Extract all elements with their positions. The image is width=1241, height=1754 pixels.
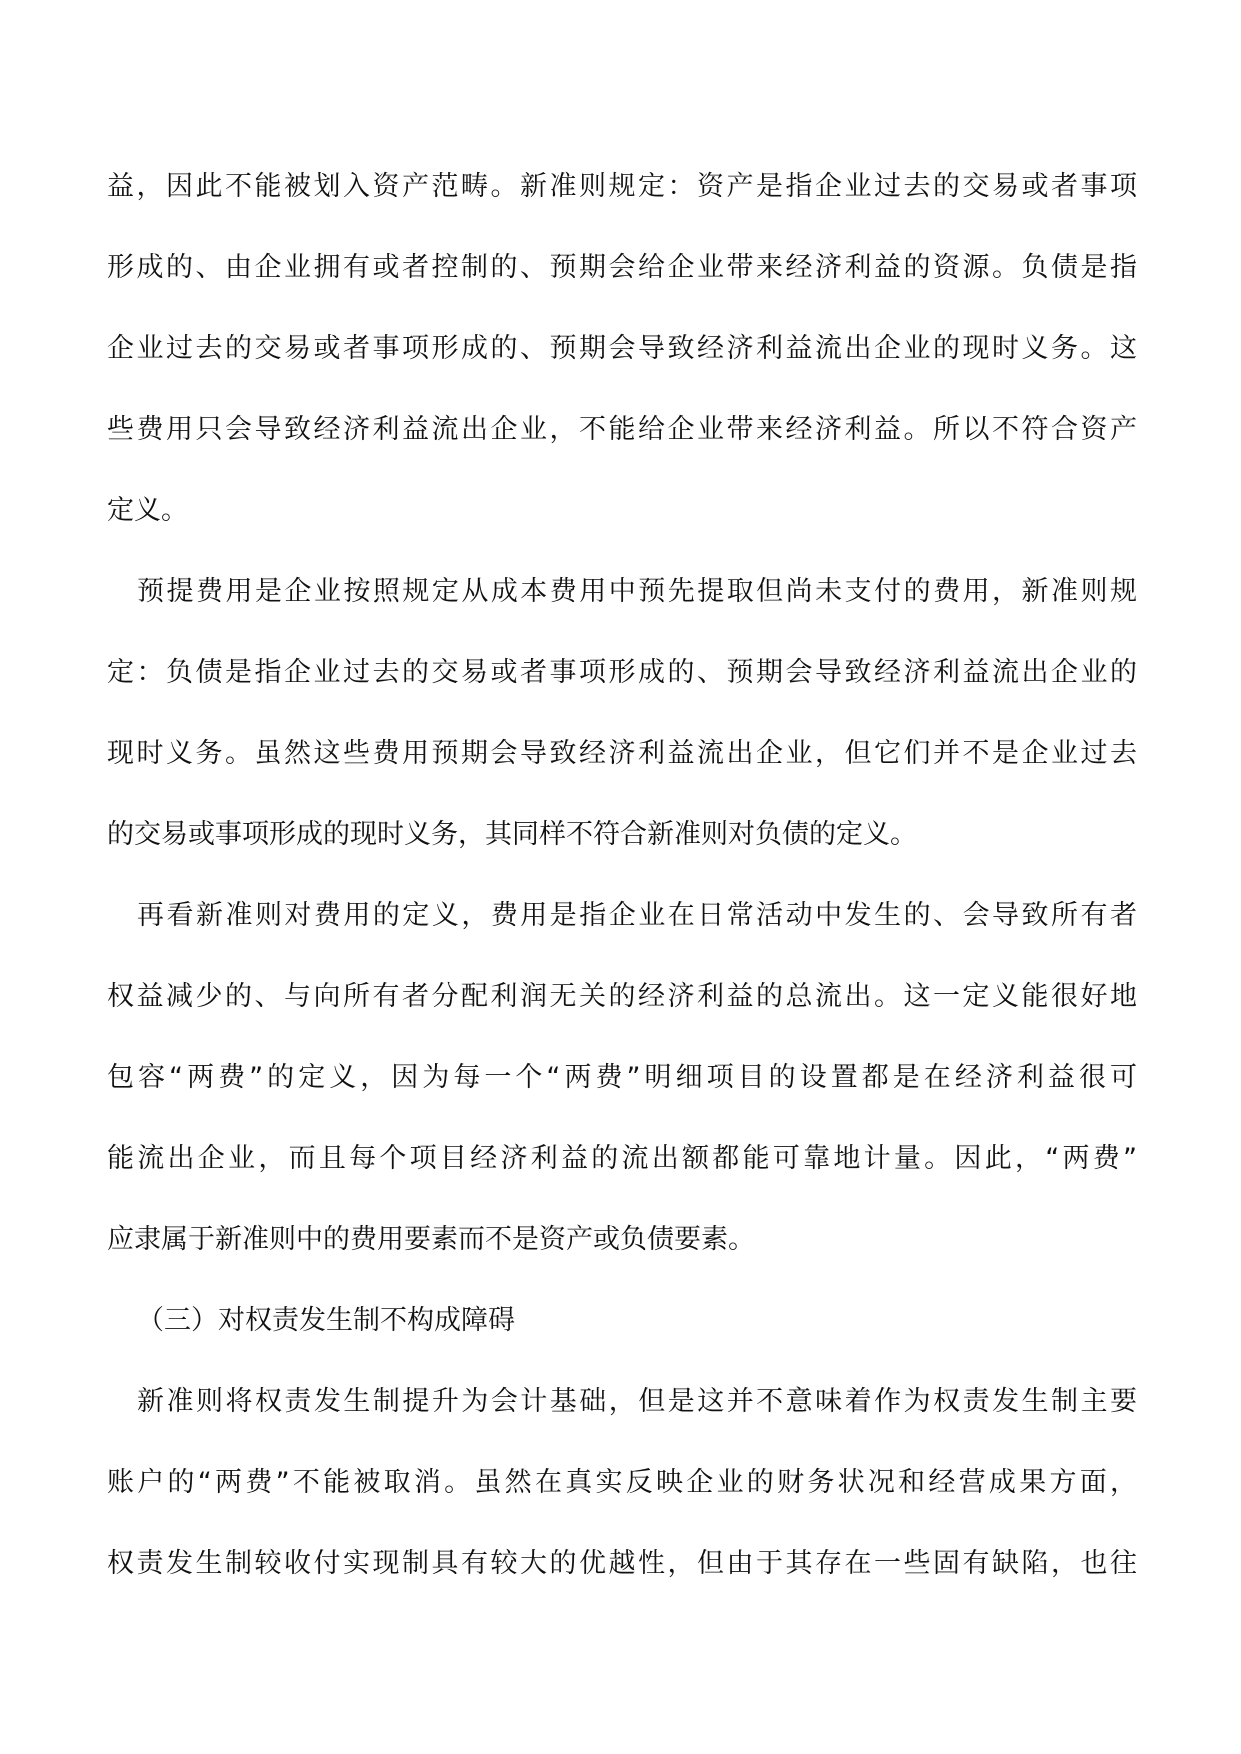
body-text: [107, 168, 1137, 1626]
paragraph-line: 企业过去的交易或者事项形成的、预期会导致经济利益流出企业的现时义务。这: [107, 333, 1137, 364]
paragraph-line: 再看新准则对费用的定义，费用是指企业在日常活动中发生的、会导致所有者: [137, 900, 1137, 931]
paragraph-line: 应隶属于新准则中的费用要素而不是资产或负债要素。: [107, 1224, 755, 1255]
paragraph-line: 权责发生制较收付实现制具有较大的优越性，但由于其存在一些固有缺陷，也往: [107, 1548, 1137, 1579]
paragraph-line: 些费用只会导致经济利益流出企业，不能给企业带来经济利益。所以不符合资产: [107, 414, 1137, 445]
paragraph-line: 权益减少的、与向所有者分配利润无关的经济利益的总流出。这一定义能很好地: [107, 981, 1137, 1012]
paragraph-line: 的交易或事项形成的现时义务，其同样不符合新准则对负债的定义。: [107, 819, 917, 850]
paragraph-line: 现时义务。虽然这些费用预期会导致经济利益流出企业，但它们并不是企业过去: [107, 738, 1137, 769]
paragraph-line: 形成的、由企业拥有或者控制的、预期会给企业带来经济利益的资源。负债是指: [107, 252, 1137, 283]
paragraph-line: 账户的“两费”不能被取消。虽然在真实反映企业的财务状况和经营成果方面，: [107, 1467, 1137, 1498]
paragraph-line: 定：负债是指企业过去的交易或者事项形成的、预期会导致经济利益流出企业的: [107, 657, 1137, 688]
paragraph-line: 新准则将权责发生制提升为会计基础，但是这并不意味着作为权责发生制主要: [137, 1386, 1137, 1417]
paragraph-line: 包容“两费”的定义，因为每一个“两费”明细项目的设置都是在经济利益很可: [107, 1062, 1137, 1093]
paragraph-line: 预提费用是企业按照规定从成本费用中预先提取但尚未支付的费用，新准则规: [137, 576, 1137, 607]
paragraph-line: 能流出企业，而且每个项目经济利益的流出额都能可靠地计量。因此，“两费”: [107, 1143, 1137, 1174]
section-heading: （三）对权责发生制不构成障碍: [137, 1305, 515, 1336]
paragraph-line: 益，因此不能被划入资产范畴。新准则规定：资产是指企业过去的交易或者事项: [107, 171, 1137, 202]
paragraph-line: 定义。: [107, 495, 188, 526]
